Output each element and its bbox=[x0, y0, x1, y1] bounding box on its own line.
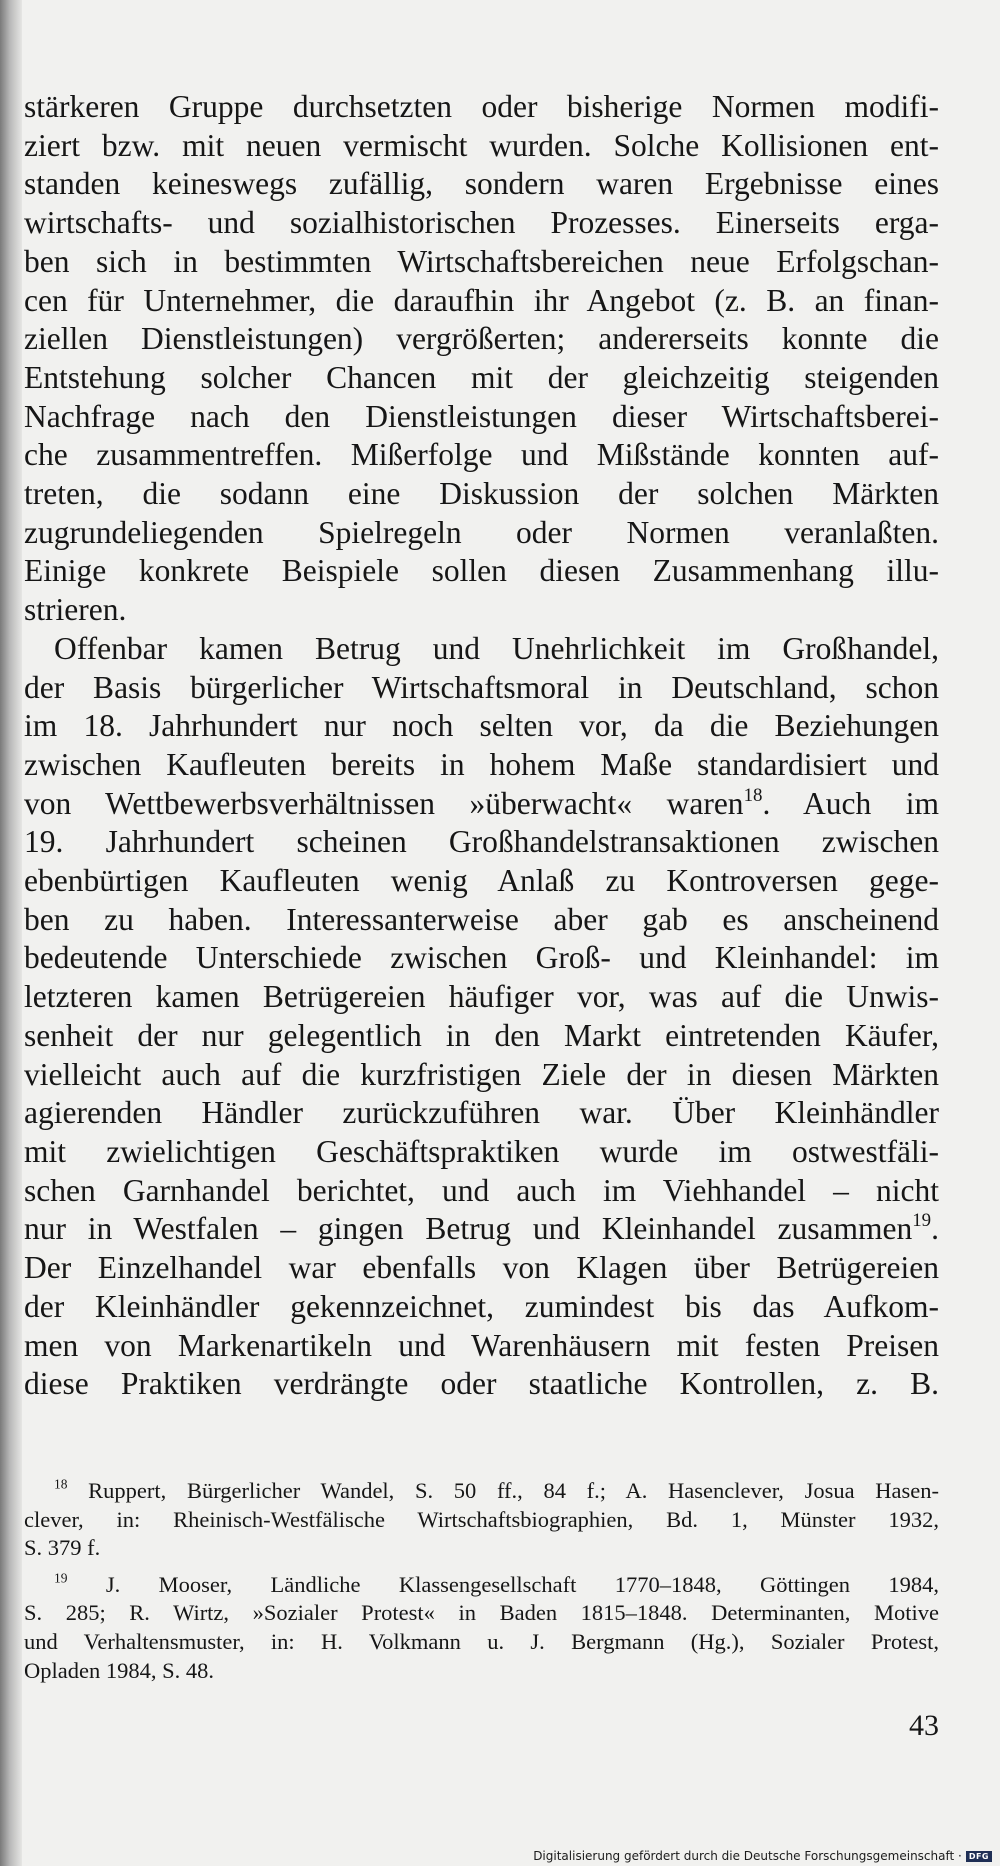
footnote-19 bbox=[24, 1571, 939, 1685]
text-line: che zusammentreffen. Mißerfolge und Mißstände konnten auf- bbox=[24, 437, 939, 473]
book-page bbox=[24, 0, 1000, 1866]
text-line: zugrundeliegenden Spielregeln oder Normen veranlaßten. bbox=[24, 514, 939, 550]
text-fragment: von Wettbewerbsverhältnissen »überwacht« waren bbox=[24, 785, 744, 821]
text-line: stärkeren Gruppe durchsetzten oder bisherige Normen modifi- bbox=[24, 89, 939, 124]
text-line: 19. Jahrhundert scheinen Großhandelstransaktionen zwischen bbox=[24, 824, 939, 860]
paragraph-2 bbox=[24, 630, 939, 1404]
text-line: treten, die sodann eine Diskussion der solchen Märkten bbox=[24, 476, 939, 512]
text-line: der Kleinhändler gekennzeichnet, zumindest bis das Aufkom- bbox=[24, 1288, 939, 1324]
text-fragment: . bbox=[931, 1211, 939, 1247]
footnote-number: 19 bbox=[54, 1570, 68, 1586]
footnote-line bbox=[24, 1477, 939, 1506]
text-line: der Basis bürgerlicher Wirtschaftsmoral in Deutschland, schon bbox=[24, 669, 939, 705]
text-line: agierenden Händler zurückzuführen war. Über Kleinhändler bbox=[24, 1095, 939, 1131]
footnote-number: 18 bbox=[54, 1476, 68, 1492]
footnote-line: S. 285; R. Wirtz, »Sozialer Protest« in Baden 1815–1848. Determinanten, Motive bbox=[24, 1600, 939, 1626]
footnote-line bbox=[24, 1571, 939, 1600]
text-line: senheit der nur gelegentlich in den Markt eintretenden Käufer, bbox=[24, 1017, 939, 1053]
text-line: strieren. bbox=[24, 592, 127, 628]
text-fragment: J. Mooser, Ländliche Klassengesellschaft 1770–1848, Göttingen 1984, bbox=[67, 1571, 939, 1597]
text-line: schen Garnhandel berichtet, und auch im Viehhandel – nicht bbox=[24, 1172, 939, 1208]
text-line: diese Praktiken verdrängte oder staatliche Kontrollen, z. B. bbox=[24, 1366, 939, 1402]
credit-text: Digitalisierung gefördert durch die Deutsche Forschungsgemeinschaft · bbox=[533, 1849, 962, 1863]
text-line bbox=[24, 1210, 939, 1249]
text-line: ebenbürtigen Kaufleuten wenig Anlaß zu Kontroversen gege- bbox=[24, 863, 939, 899]
text-line: Nachfrage nach den Dienstleistungen dieser Wirtschaftsberei- bbox=[24, 398, 939, 434]
text-line: Offenbar kamen Betrug und Unehrlichkeit im Großhandel, bbox=[54, 630, 939, 666]
text-fragment: Ruppert, Bürgerlicher Wandel, S. 50 ff., 84 f.; A. Hasenclever, Josua Hasen- bbox=[67, 1478, 939, 1503]
dfg-logo-icon: DFG bbox=[966, 1851, 992, 1862]
text-line: mit zwielichtigen Geschäftspraktiken wurde im ostwestfäli- bbox=[24, 1133, 939, 1169]
text-line: standen keineswegs zufällig, sondern waren Ergebnisse eines bbox=[24, 166, 939, 202]
text-line: men von Markenartikeln und Warenhäusern mit festen Preisen bbox=[24, 1327, 939, 1363]
text-line: ben sich in bestimmten Wirtschaftsbereichen neue Erfolgschan- bbox=[24, 243, 939, 279]
footnote-18 bbox=[24, 1477, 939, 1563]
text-line: ziellen Dienstleistungen) vergrößerten; andererseits konnte die bbox=[24, 321, 939, 357]
footnote-line: und Verhaltensmuster, in: H. Volkmann u. J. Bergmann (Hg.), Sozialer Protest, bbox=[24, 1628, 939, 1654]
text-line: vielleicht auch auf die kurzfristigen Ziele der in diesen Märkten bbox=[24, 1056, 939, 1092]
text-fragment: nur in Westfalen – gingen Betrug und Kleinhandel zusammen bbox=[24, 1211, 913, 1247]
text-fragment: . Auch im bbox=[762, 785, 939, 821]
footnote-ref-18[interactable]: 18 bbox=[743, 784, 763, 806]
book-binding-shadow bbox=[0, 0, 22, 1866]
text-line bbox=[24, 785, 939, 824]
footnote-line: clever, in: Rheinisch-Westfälische Wirtschaftsbiographien, Bd. 1, Münster 1932, bbox=[24, 1506, 939, 1532]
footnote-line: S. 379 f. bbox=[24, 1535, 101, 1561]
text-line: cen für Unternehmer, die daraufhin ihr Angebot (z. B. an finan- bbox=[24, 282, 939, 318]
digitization-credit bbox=[533, 1849, 992, 1863]
footnote-ref-19[interactable]: 19 bbox=[912, 1210, 932, 1232]
text-line: wirtschafts- und sozialhistorischen Prozesses. Einerseits erga- bbox=[24, 205, 939, 241]
page-number: 43 bbox=[909, 1709, 939, 1742]
text-line: zwischen Kaufleuten bereits in hohem Maße standardisiert und bbox=[24, 746, 939, 782]
text-line: letzteren kamen Betrügereien häufiger vor, was auf die Unwis- bbox=[24, 979, 939, 1015]
text-line: ziert bzw. mit neuen vermischt wurden. Solche Kollisionen ent- bbox=[24, 127, 939, 163]
text-line: Entstehung solcher Chancen mit der gleichzeitig steigenden bbox=[24, 359, 939, 395]
text-line: im 18. Jahrhundert nur noch selten vor, da die Beziehungen bbox=[24, 708, 939, 744]
text-line: Einige konkrete Beispiele sollen diesen Zusammenhang illu- bbox=[24, 553, 939, 589]
main-text bbox=[24, 88, 939, 1404]
footnotes bbox=[24, 1477, 939, 1693]
text-line: bedeutende Unterschiede zwischen Groß- und Kleinhandel: im bbox=[24, 940, 939, 976]
text-line: Der Einzelhandel war ebenfalls von Klagen über Betrügereien bbox=[24, 1250, 939, 1286]
footnote-line: Opladen 1984, S. 48. bbox=[24, 1657, 214, 1683]
paragraph-1 bbox=[24, 88, 939, 630]
text-line: ben zu haben. Interessanterweise aber gab es anscheinend bbox=[24, 901, 939, 937]
